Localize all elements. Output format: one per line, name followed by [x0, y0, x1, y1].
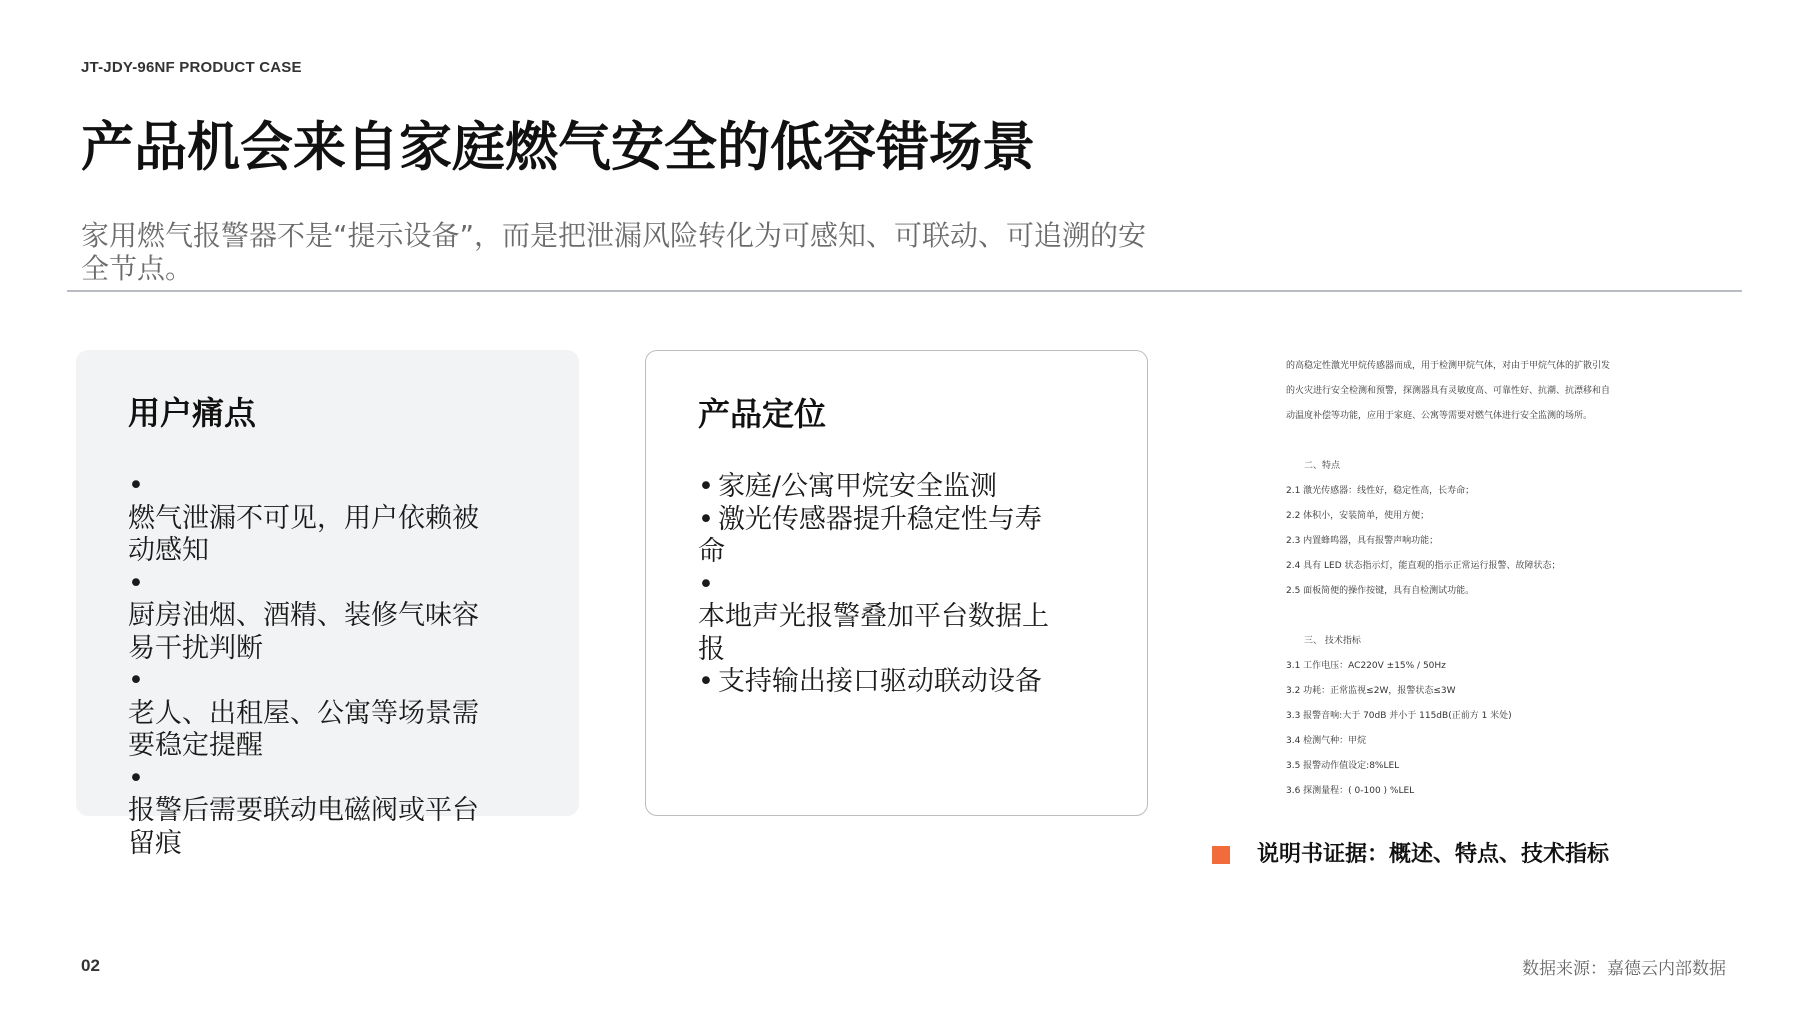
- manual-line: 3.4 检测气种：甲烷: [1286, 736, 1367, 746]
- manual-line: 动温度补偿等功能，应用于家庭、公寓等需要对燃气体进行安全监测的场所。: [1286, 411, 1593, 421]
- manual-line: 2.2 体积小，安装简单，使用方便；: [1286, 511, 1430, 521]
- manual-line: 2.5 面板简便的操作按键，具有自检测试功能。: [1286, 586, 1475, 596]
- list-item: • 厨房油烟、酒精、装修气味容易干扰判断: [128, 568, 488, 666]
- list-item: • 报警后需要联动电磁阀或平台留痕: [128, 763, 488, 861]
- manual-section-heading: 三、 技术指标: [1304, 636, 1361, 646]
- header-divider: [67, 290, 1742, 292]
- list-item: • 家庭/公寓甲烷安全监测: [698, 471, 1068, 504]
- list-item: • 老人、出租屋、公寓等场景需要稳定提醒: [128, 665, 488, 763]
- bullet-icon: [128, 568, 488, 601]
- user-pain-card: [76, 350, 579, 859]
- manual-line: 2.3 内置蜂鸣器，具有报警声响功能；: [1286, 536, 1439, 546]
- list-item: • 支持输出接口驱动联动设备: [698, 666, 1068, 699]
- bullet-icon: [128, 763, 488, 796]
- list-item: • 燃气泄漏不可见，用户依赖被动感知: [128, 470, 488, 568]
- bullet-icon: [128, 470, 488, 503]
- square-marker-icon: [1212, 846, 1230, 864]
- page-title: 产品机会来自家庭燃气安全的低容错场景: [81, 117, 1035, 178]
- eyebrow-label: JT-JDY-96NF PRODUCT CASE: [81, 59, 302, 76]
- user-pain-list: [128, 470, 488, 860]
- manual-line: 3.1 工作电压：AC220V ±15% / 50Hz: [1286, 661, 1446, 671]
- manual-line: 3.6 探测量程：( 0-100 ) %LEL: [1286, 786, 1415, 796]
- manual-line: 2.4 具有 LED 状态指示灯，能直观的指示正常运行报警、故障状态；: [1286, 561, 1561, 571]
- manual-line: 3.5 报警动作值设定:8%LEL: [1286, 761, 1400, 771]
- manual-line: 的高稳定性激光甲烷传感器而成，用于检测甲烷气体，对由于甲烷气体的扩散引发: [1286, 361, 1611, 371]
- manual-line: 的火灾进行安全检测和预警，探测器具有灵敏度高、可靠性好、抗潮、抗漂移和自: [1286, 386, 1611, 396]
- manual-caption-text: 说明书证据：概述、特点、技术指标: [1257, 842, 1610, 867]
- bullet-icon: [698, 666, 714, 697]
- page-number: 02: [81, 956, 100, 975]
- page-subtitle: 家用燃气报警器不是“提示设备”，而是把泄漏风险转化为可感知、可联动、可追溯的安全节点。: [81, 219, 1147, 285]
- user-pain-title: 用户痛点: [128, 394, 257, 432]
- product-position-title: 产品定位: [698, 395, 827, 433]
- manual-line: 3.3 报警音响:大于 70dB 并小于 115dB(正前方 1 米处): [1286, 711, 1512, 721]
- bullet-icon: [698, 504, 714, 535]
- bullet-icon: [698, 471, 714, 502]
- bullet-icon: [698, 569, 1064, 602]
- manual-caption: [1212, 840, 1609, 870]
- list-item: • 激光传感器提升稳定性与寿命: [698, 504, 1068, 569]
- product-position-list: [698, 471, 1068, 699]
- manual-line: 3.2 功耗：正常监视≤2W，报警状态≤3W: [1286, 686, 1456, 696]
- bullet-icon: [128, 665, 488, 698]
- list-item: • 本地声光报警叠加平台数据上报: [698, 569, 1068, 667]
- product-position-card: [645, 350, 1148, 816]
- data-source-note: 数据来源：嘉德云内部数据: [1522, 959, 1726, 979]
- manual-line: 2.1 激光传感器：线性好，稳定性高，长寿命；: [1286, 486, 1475, 496]
- manual-section-heading: 二、特点: [1304, 461, 1341, 471]
- manual-excerpt-image: [1270, 350, 1650, 816]
